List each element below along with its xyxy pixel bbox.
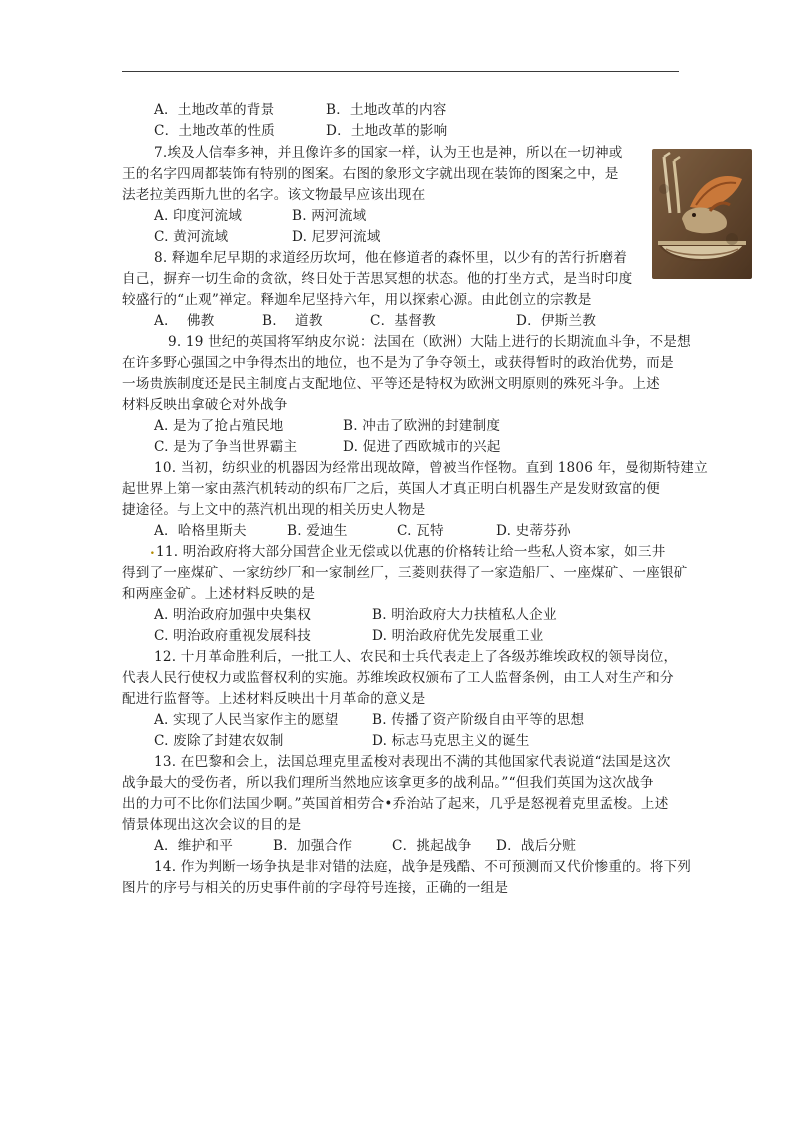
q10-option-c[interactable]: C. 瓦特 bbox=[397, 523, 444, 539]
q12-stem-line-3: 配进行监督等。上述材料反映出十月革命的意义是 bbox=[122, 691, 426, 707]
q9-stem-line-3: 一场贵族制度还是民主制度占支配地位、平等还是特权为欧洲文明原则的殊死斗争。上述 bbox=[122, 376, 660, 392]
q10-stem-line-3: 捷途径。与上文中的蒸汽机出现的相关历史人物是 bbox=[122, 502, 426, 518]
q10-option-d[interactable]: D. 史蒂芬孙 bbox=[496, 523, 571, 539]
q10-option-a[interactable]: A．哈格里斯夫 bbox=[154, 523, 247, 539]
q10-stem-line-2: 起世界上第一家由蒸汽机转动的织布厂之后，英国人才真正明白机器生产是发财致富的便 bbox=[122, 481, 660, 497]
q11-option-b[interactable]: B. 明治政府大力扶植私人企业 bbox=[372, 607, 557, 623]
q11-option-d[interactable]: D. 明治政府优先发展重工业 bbox=[372, 628, 544, 644]
q12-option-d[interactable]: D. 标志马克思主义的诞生 bbox=[372, 733, 530, 749]
q12-stem-line-2: 代表人民行使权力或监督权利的实施。苏维埃政权颁布了工人监督条例，由工人对生产和分 bbox=[122, 670, 674, 686]
q9-option-c[interactable]: C. 是为了争当世界霸主 bbox=[154, 439, 298, 455]
q11-stray-mark: . bbox=[150, 542, 155, 558]
q7-option-a[interactable]: A. 印度河流域 bbox=[154, 208, 243, 224]
q6-option-a[interactable]: A．土地改革的背景 bbox=[154, 102, 275, 118]
q13-option-d[interactable]: D．战后分赃 bbox=[496, 838, 577, 854]
q13-stem-line-2: 战争最大的受伤者，所以我们理所当然地应该拿更多的战利品。”“但我们英国为这次战争 bbox=[122, 775, 654, 791]
q7-option-c[interactable]: C. 黄河流域 bbox=[154, 229, 229, 245]
q13-option-a[interactable]: A．维护和平 bbox=[154, 838, 233, 854]
q9-option-a[interactable]: A. 是为了抢占殖民地 bbox=[154, 418, 284, 434]
q13-stem-line-1: 13. 在巴黎和会上，法国总理克里孟梭对表现出不满的其他国家代表说道“法国是这次 bbox=[154, 754, 671, 770]
q9-stem-line-1: 9. 19 世纪的英国将军纳皮尔说：法国在（欧洲）大陆上进行的长期流血斗争，不是想 bbox=[168, 334, 691, 350]
q12-option-b[interactable]: B. 传播了资产阶级自由平等的思想 bbox=[372, 712, 585, 728]
q13-option-c[interactable]: C．挑起战争 bbox=[392, 838, 472, 854]
q8-option-c[interactable]: C．基督教 bbox=[370, 313, 436, 329]
q7-option-b[interactable]: B. 两河流域 bbox=[292, 208, 367, 224]
q9-stem-line-4: 材料反映出拿破仑对外战争 bbox=[122, 397, 288, 413]
q9-stem-line-2: 在许多野心强国之中争得杰出的地位，也不是为了争夺领土，或获得暂时的政治优势，而是 bbox=[122, 355, 674, 371]
q8-option-d[interactable]: D．伊斯兰教 bbox=[516, 313, 597, 329]
q12-option-a[interactable]: A. 实现了人民当家作主的愿望 bbox=[154, 712, 339, 728]
q14-stem-line-1: 14. 作为判断一场争执是非对错的法庭，战争是残酷、不可预测而又代价惨重的。将下列 bbox=[154, 859, 692, 875]
q13-option-b[interactable]: B．加强合作 bbox=[273, 838, 353, 854]
q7-stem-line-1: 7.埃及人信奉多神，并且像许多的国家一样，认为王也是神，所以在一切神或 bbox=[154, 145, 623, 161]
q6-option-d[interactable]: D．土地改革的影响 bbox=[326, 123, 448, 139]
q10-stem-line-1: 10. 当初，纺织业的机器因为经常出现故障，曾被当作怪物。直到 1806 年，曼彻斯特建立 bbox=[154, 460, 708, 476]
q11-stem-line-2: 得到了一座煤矿、一家纺纱厂和一家制丝厂，三菱则获得了一家造船厂、一座煤矿、一座银矿 bbox=[122, 565, 688, 581]
q12-stem-line-1: 12. 十月革命胜利后，一批工人、农民和士兵代表走上了各级苏维埃政权的领导岗位， bbox=[154, 649, 678, 665]
q6-option-b[interactable]: B．土地改革的内容 bbox=[326, 102, 447, 118]
q8-stem-line-1: 8. 释迦牟尼早期的求道经历坎坷，他在修道者的森怀里，以少有的苦行折磨着 bbox=[154, 250, 628, 266]
q9-option-b[interactable]: B. 冲击了欧洲的封建制度 bbox=[343, 418, 501, 434]
q10-option-b[interactable]: B. 爱迪生 bbox=[287, 523, 348, 539]
q14-stem-line-2: 图片的序号与相关的历史事件前的字母符号连接，正确的一组是 bbox=[122, 880, 509, 896]
q7-option-d[interactable]: D. 尼罗河流域 bbox=[292, 229, 381, 245]
q8-option-a[interactable]: A. 佛教 bbox=[154, 313, 215, 329]
header-rule bbox=[122, 71, 679, 72]
q11-option-c[interactable]: C. 明治政府重视发展科技 bbox=[154, 628, 312, 644]
egyptian-hieroglyph-relief-icon bbox=[652, 149, 752, 279]
q8-stem-line-3: 较盛行的“止观”禅定。释迦牟尼坚持六年，用以探索心源。由此创立的宗教是 bbox=[122, 292, 592, 308]
q6-option-c[interactable]: C．土地改革的性质 bbox=[154, 123, 275, 139]
q11-stem-line-3: 和两座金矿。上述材料反映的是 bbox=[122, 586, 316, 602]
q7-stem-line-3: 法老拉美西斯九世的名字。该文物最早应该出现在 bbox=[122, 187, 426, 203]
q12-option-c[interactable]: C. 废除了封建农奴制 bbox=[154, 733, 284, 749]
q11-stem-line-1: 11. 明治政府将大部分国营企业无偿或以优惠的价格转让给一些私人资本家，如三井 bbox=[156, 544, 666, 560]
q9-option-d[interactable]: D. 促进了西欧城市的兴起 bbox=[343, 439, 501, 455]
q11-option-a[interactable]: A. 明治政府加强中央集权 bbox=[154, 607, 311, 623]
q13-stem-line-3: 出的力可不比你们法国少啊。”英国首相劳合•乔治站了起来，几乎是怒视着克里孟梭。上述 bbox=[122, 796, 669, 812]
q8-stem-line-2: 自己，摒弃一切生命的贪欲，终日处于苦思冥想的状态。他的打坐方式，是当时印度 bbox=[122, 271, 633, 287]
q7-stem-line-2: 王的名字四周都装饰有特别的图案。右图的象形文字就出现在装饰的图案之中，是 bbox=[122, 166, 619, 182]
q13-stem-line-4: 情景体现出这次会议的目的是 bbox=[122, 817, 302, 833]
q8-option-b[interactable]: B. 道教 bbox=[262, 313, 323, 329]
